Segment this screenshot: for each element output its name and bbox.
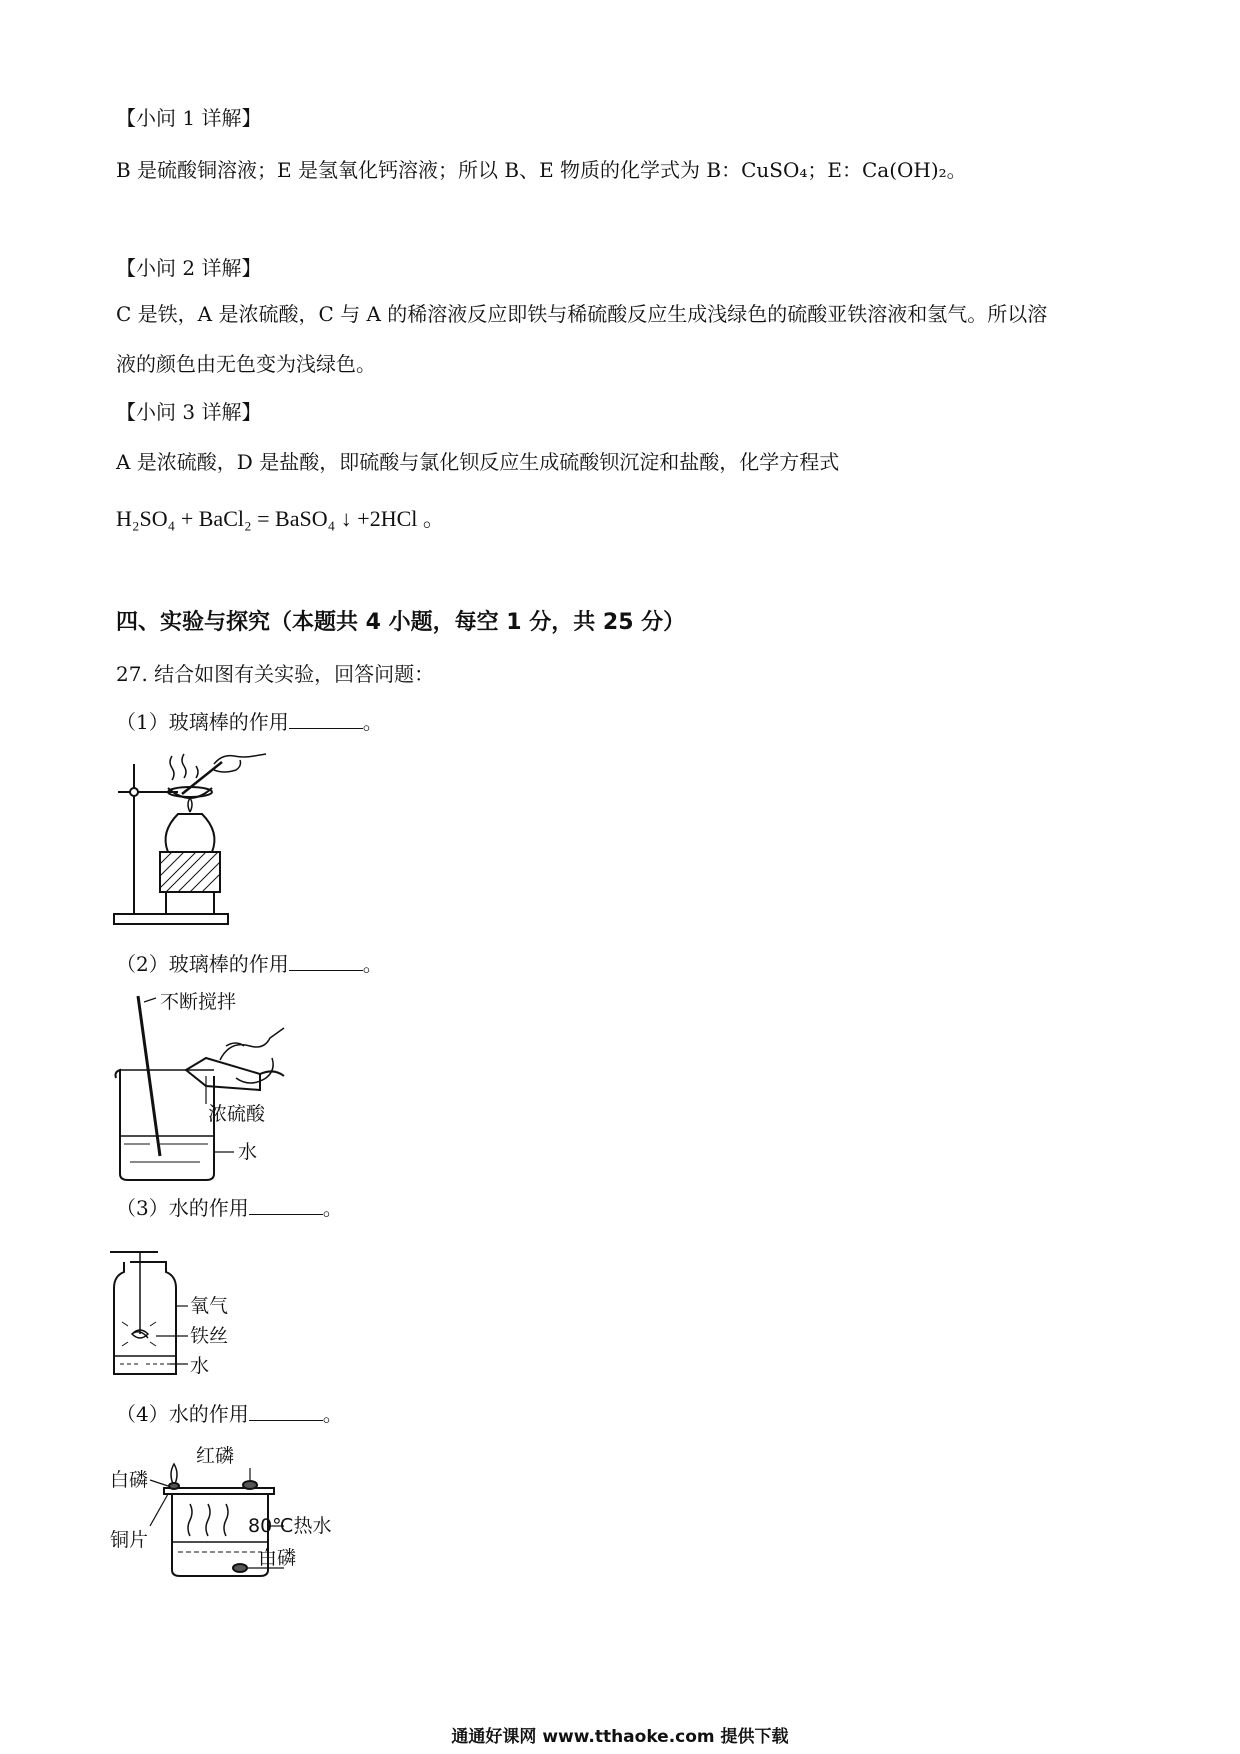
section-title: 四、实验与探究（本题共 4 小题，每空 1 分，共 25 分） bbox=[116, 610, 686, 635]
figure-dilution bbox=[110, 986, 410, 1186]
item-3-end: 。 bbox=[322, 1196, 343, 1220]
label-red-phosphorus: 红磷 bbox=[196, 1445, 235, 1467]
label-hot-water: 80℃热水 bbox=[248, 1515, 332, 1537]
item-3-label: （3）水的作用 bbox=[116, 1196, 249, 1220]
q3-equation: H₂SO₄ + BaCl₂ = BaSO₄ ↓ +2HCl 。 bbox=[116, 506, 445, 531]
answer-blank-1[interactable] bbox=[289, 710, 363, 729]
item-4-end: 。 bbox=[322, 1402, 343, 1426]
label-water: 水 bbox=[238, 1141, 258, 1163]
label-acid: 浓硫酸 bbox=[208, 1103, 266, 1125]
label-white-phosphorus-top: 白磷 bbox=[110, 1469, 149, 1491]
label-copper: 铜片 bbox=[110, 1529, 149, 1551]
q3-heading: 【小问 3 详解】 bbox=[116, 400, 262, 424]
q1-heading: 【小问 1 详解】 bbox=[116, 106, 262, 130]
question27-item-2 bbox=[116, 950, 383, 978]
question27-item-1 bbox=[116, 708, 383, 736]
q3-text: A 是浓硫酸，D 是盐酸，即硫酸与氯化钡反应生成硫酸钡沉淀和盐酸，化学方程式 bbox=[116, 450, 840, 474]
figure-iron-wire bbox=[110, 1246, 310, 1386]
label-wire: 铁丝 bbox=[190, 1325, 229, 1347]
answer-blank-3[interactable] bbox=[249, 1196, 323, 1215]
q1-text: B 是硫酸铜溶液；E 是氢氧化钙溶液；所以 B、E 物质的化学式为 B：CuSO₄；E：Ca(OH)₂。 bbox=[116, 158, 967, 182]
label-white-phosphorus-bottom: 白磷 bbox=[258, 1547, 297, 1569]
q2-heading: 【小问 2 详解】 bbox=[116, 256, 262, 280]
figure-evaporation bbox=[110, 752, 270, 934]
question27-item-4 bbox=[116, 1400, 343, 1428]
footer: 通通好课网 www.tthaoke.com 提供下载 bbox=[451, 1727, 789, 1747]
answer-blank-2[interactable] bbox=[289, 952, 363, 971]
figure-phosphorus bbox=[108, 1440, 348, 1590]
item-4-label: （4）水的作用 bbox=[116, 1402, 249, 1426]
label-stir: 不断搅拌 bbox=[160, 991, 237, 1013]
answer-blank-4[interactable] bbox=[249, 1402, 323, 1421]
item-1-label: （1）玻璃棒的作用 bbox=[116, 710, 289, 734]
item-1-end: 。 bbox=[362, 710, 383, 734]
question27-item-3 bbox=[116, 1194, 343, 1222]
q2-text-line2: 液的颜色由无色变为浅绿色。 bbox=[116, 352, 376, 376]
q2-text-line1: C 是铁，A 是浓硫酸，C 与 A 的稀溶液反应即铁与稀硫酸反应生成浅绿色的硫酸亚铁溶液和氢气。所以溶 bbox=[116, 302, 1048, 326]
label-oxygen: 氧气 bbox=[190, 1295, 229, 1317]
question27-stem: 27. 结合如图有关实验，回答问题： bbox=[116, 662, 435, 686]
item-2-label: （2）玻璃棒的作用 bbox=[116, 952, 289, 976]
label-fig3-water: 水 bbox=[190, 1355, 210, 1377]
item-2-end: 。 bbox=[362, 952, 383, 976]
